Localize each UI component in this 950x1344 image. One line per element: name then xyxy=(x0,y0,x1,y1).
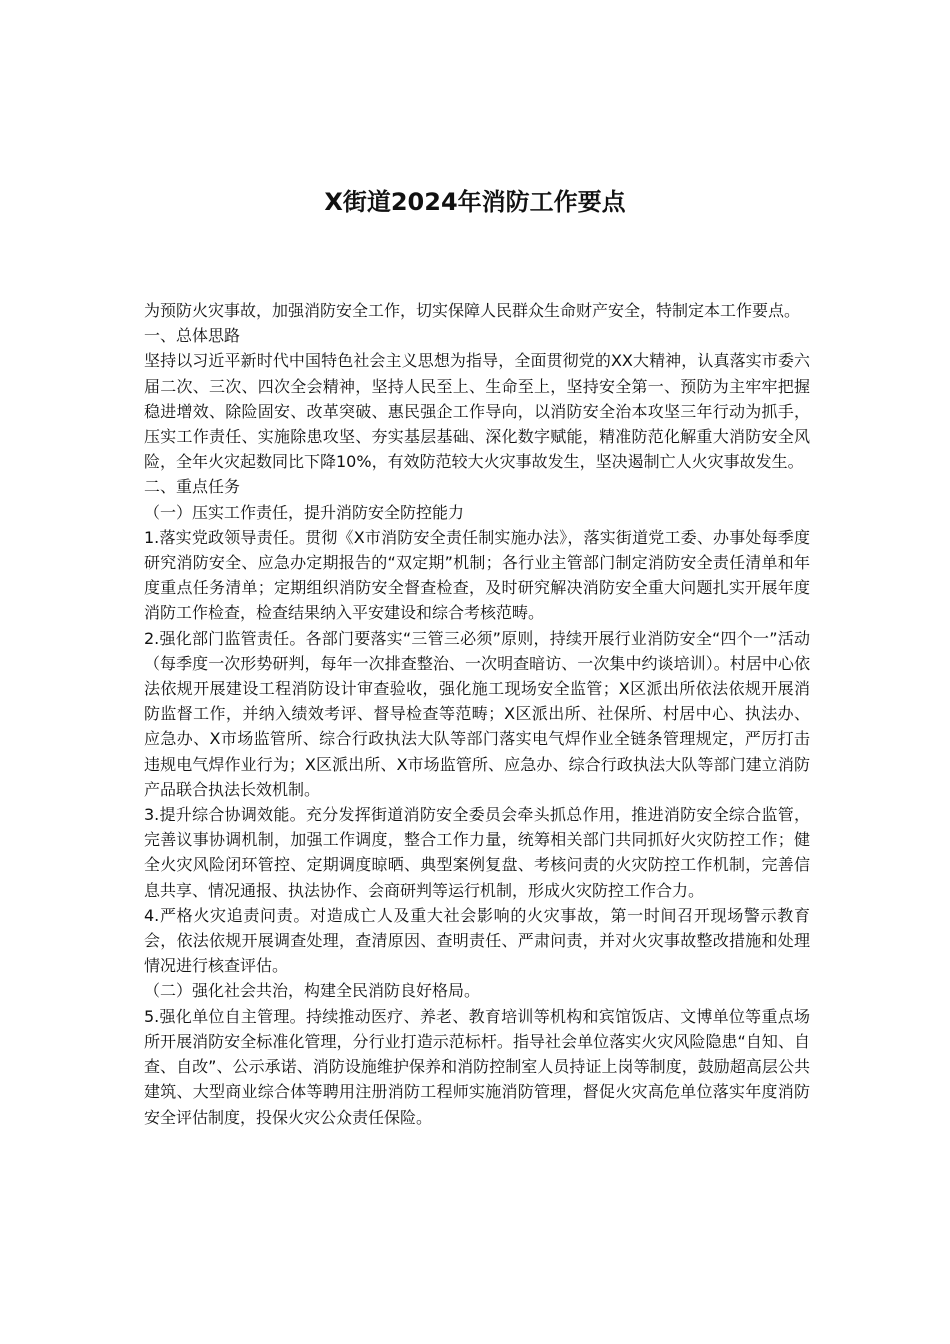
document-body xyxy=(144,298,810,1130)
task-item-4: 4.严格火灾追责问责。对造成亡人及重大社会影响的火灾事故，第一时间召开现场警示教育会，依法依规开展调查处理，查清原因、查明责任、严肃问责，并对火灾事故整改措施和处理情况进行核查评估。 xyxy=(144,905,810,976)
subsection-heading-2: （二）强化社会共治，构建全民消防良好格局。 xyxy=(144,981,481,1001)
task-item-3: 3.提升综合协调效能。充分发挥街道消防安全委员会牵头抓总作用，推进消防安全综合监管，完善议事协调机制，加强工作调度，整合工作力量，统筹相关部门共同抓好火灾防控工作；健全火灾风险闭环管控、定期调度晾晒、典型案例复盘、考核问责的火灾防控工作机制，完善信息共享、情况通报、执法协作、会商研判等运行机制，形成火灾防控工作合力。 xyxy=(144,805,810,900)
intro-paragraph: 为预防火灾事故，加强消防安全工作，切实保障人民群众生命财产安全，特制定本工作要点。 xyxy=(144,301,801,320)
task-item-1: 1.落实党政领导责任。贯彻《X市消防安全责任制实施办法》，落实街道党工委、办事处每季度研究消防安全、应急办定期报告的“双定期”机制；各行业主管部门制定消防安全责任清单和年度重点任务清单；定期组织消防安全督查检查，及时研究解决消防安全重大问题扎实开展年度消防工作检查，检查结果纳入平安建设和综合考核范畴。 xyxy=(144,527,810,623)
overall-approach-paragraph: 坚持以习近平新时代中国特色社会主义思想为指导，全面贯彻党的XX大精神，认真落实市委六届二次、三次、四次全会精神，坚持人民至上、生命至上，坚持安全第一、预防为主牢牢把握稳进增效、除险固安、改革突破、惠民强企工作导向，以消防安全治本攻坚三年行动为抓手，压实工作责任、实施除患攻坚、夯实基层基础、深化数字赋能，精准防范化解重大消防安全风险，全年火灾起数同比下降10%，有效防范较大火灾事故发生，坚决遏制亡人火灾事故发生。 xyxy=(144,351,810,472)
document-title: X街道2024年消防工作要点 xyxy=(324,188,626,216)
section-heading-overall-approach: 一、总体思路 xyxy=(144,326,241,346)
subsection-heading-1: （一）压实工作责任，提升消防安全防控能力 xyxy=(144,502,465,522)
section-heading-key-tasks: 二、重点任务 xyxy=(144,477,241,497)
task-item-5: 5.强化单位自主管理。持续推动医疗、养老、教育培训等机构和宾馆饭店、文博单位等重点场所开展消防安全标准化管理，分行业打造示范标杆。指导社会单位落实火灾风险隐患“自知、自查、自改”、公示承诺、消防设施维护保养和消防控制室人员持证上岗等制度，鼓励超高层公共建筑、大型商业综合体等聘用注册消防工程师实施消防管理，督促火灾高危单位落实年度消防安全评估制度，投保火灾公众责任保险。 xyxy=(144,1006,810,1127)
task-item-2: 2.强化部门监管责任。各部门要落实“三管三必须”原则，持续开展行业消防安全“四个一”活动（每季度一次形势研判，每年一次排查整治、一次明查暗访、一次集中约谈培训）。村居中心依法依规开展建设工程消防设计审查验收，强化施工现场安全监管；X区派出所依法依规开展消防监督工作，并纳入绩效考评、督导检查等范畴；X区派出所、社保所、村居中心、执法办、应急办、X市场监管所、综合行政执法大队等部门落实电气焊作业全链条管理规定，严厉打击违规电气焊作业行为；X区派出所、X市场监管所、应急办、综合行政执法大队等部门建立消防产品联合执法长效机制。 xyxy=(144,628,810,799)
